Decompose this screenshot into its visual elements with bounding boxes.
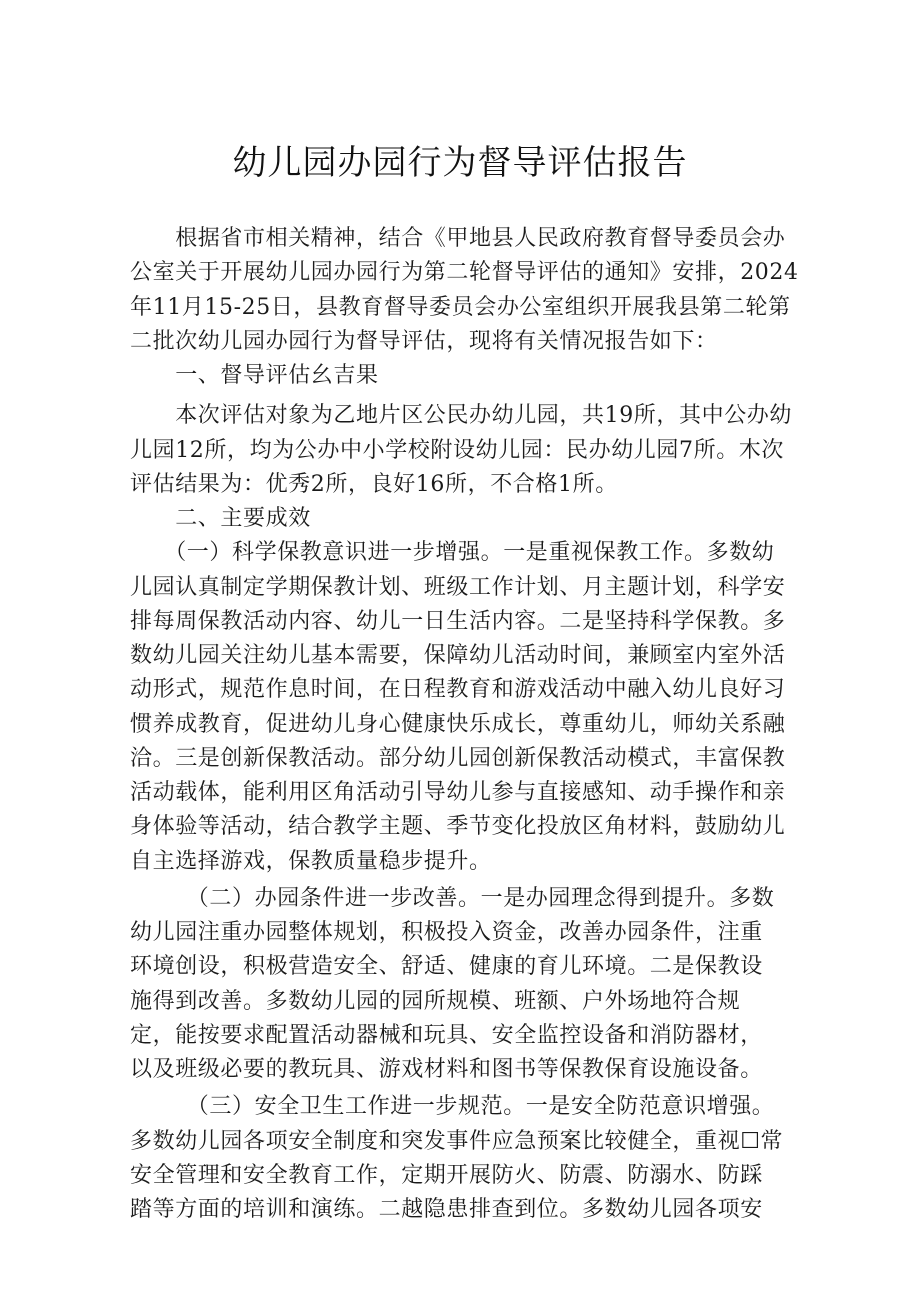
body-line: 身体验等活动，结合教学主题、季节变化投放区角材料，鼓励幼儿 — [130, 814, 786, 840]
body-line: 安全管理和安全教育工作，定期开展防火、防震、防溺水、防踩 — [130, 1162, 763, 1188]
body-line: 根据省市相关精神，结合《甲地县人民政府教育督导委员会办 — [130, 226, 786, 251]
body-line: 儿园12所，均为公办中小学校附设幼儿园：民办幼儿园7所。木次 — [130, 437, 784, 463]
body-line: 活动载体，能利用区角活动引导幼儿参与直接感知、动手操作和亲 — [130, 780, 786, 805]
body-line: 多数幼儿园各项安全制度和突发事件应急预案比较健全，重视☐常 — [130, 1128, 784, 1154]
document-body — [130, 222, 800, 1227]
section-heading: 二、主要成效 — [130, 506, 311, 531]
body-line: 数幼儿园关注幼儿基本需要，保障幼儿活动时间，兼顾室内室外活 — [130, 643, 786, 668]
body-line: 幼儿园注重办园整体规划，积极投入资金，改善办园条件，注重 — [130, 920, 763, 945]
body-line: 洽。三是创新保教活动。部分幼儿园创新保教活动模式，丰富保教 — [130, 745, 786, 771]
body-line: 踏等方面的培训和演练。二越隐患排查到位。多数幼儿园各项安 — [130, 1197, 763, 1222]
body-line: 动形式，规范作息时间，在日程教育和游戏活动中融入幼儿良好习 — [130, 677, 786, 703]
body-line: 以及班级必要的教玩具、游戏材料和图书等保教保育设施设备。 — [130, 1057, 763, 1082]
body-line: 惯养成教育，促进幼儿身心健康快乐成长，尊重幼儿，师幼关系融 — [130, 711, 786, 737]
body-line: 排每周保教活动内容、幼儿一日生活内容。二是坚持科学保教。多 — [130, 608, 786, 634]
document-title: 幼儿园办园行为督导评估报告 — [232, 143, 688, 183]
body-line: 定，能按要求配置活动器械和玩具、安全监控设备和消防器材， — [130, 1022, 763, 1048]
body-line: （一）科学保教意识进一步增强。一是重视保教工作。多数幼 — [130, 540, 775, 566]
body-line: 本次评估对象为乙地片区公民办幼儿园，共19所，其中公办幼 — [130, 403, 792, 429]
body-line: 施得到改善。多数幼儿园的园所规模、班额、户外场地符合规 — [130, 988, 741, 1014]
body-line: （二）办园条件进一步改善。一是办园理念得到提升。多数 — [130, 885, 775, 911]
body-line: （三）安全卫生工作进一步规范。一是安全防范意识增强。 — [130, 1094, 775, 1120]
body-line: 自主选择游戏，保教质量稳步提升。 — [130, 848, 492, 874]
section-heading: 一、督导评估幺吉果 — [130, 363, 379, 388]
body-line: 二批次幼儿园办园行为督导评估，现将有关情况报告如下： — [130, 328, 718, 354]
body-line: 儿园认真制定学期保教计划、班级工作计划、月主题计划，科学安 — [130, 574, 786, 600]
body-line: 年11月15-25日，县教育督导委员会办公室组织开展我县第二轮第 — [130, 294, 791, 320]
body-line: 公室关于开展幼儿园办园行为第二轮督导评估的通知》安排，2024 — [130, 260, 799, 286]
body-line: 评估结果为：优秀2所，良好16所，不合格1所。 — [130, 471, 618, 497]
body-line: 环境创设，积极营造安全、舒适、健康的育儿环境。二是保教设 — [130, 954, 763, 980]
